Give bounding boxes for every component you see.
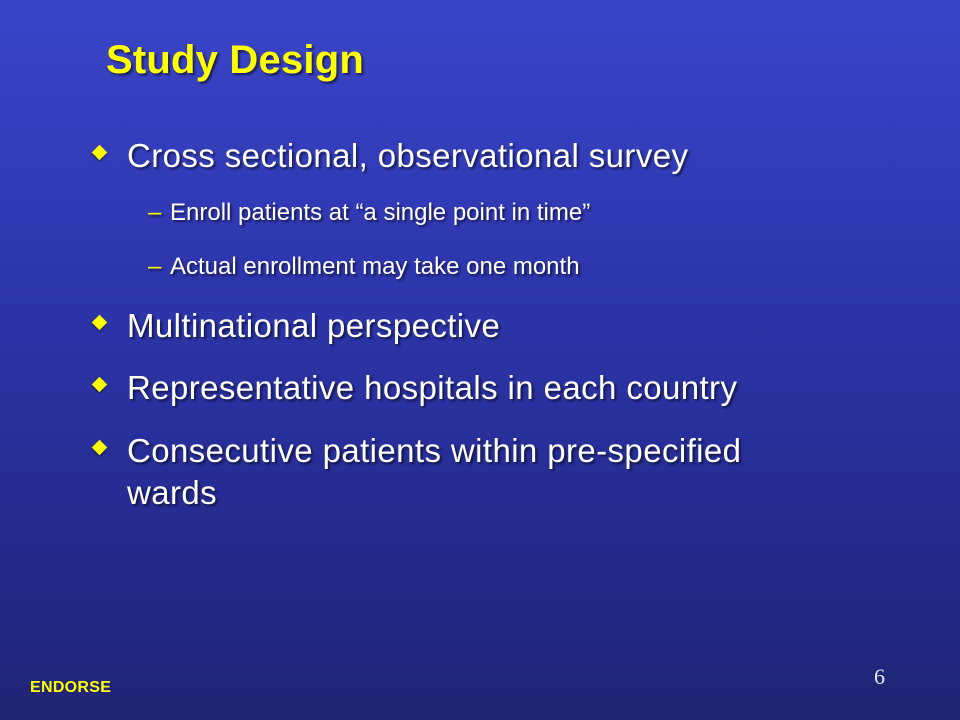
bullet-item	[90, 367, 827, 409]
page-number: 6	[874, 664, 885, 689]
bullet-item	[90, 430, 827, 514]
footer-brand: ENDORSE	[30, 679, 112, 696]
sub-bullet-text: Actual enrollment may take one month	[170, 253, 580, 280]
bullet-item	[90, 135, 827, 177]
bullet-text: Cross sectional, observational survey	[127, 137, 689, 174]
bullet-text: Multinational perspective	[127, 307, 501, 344]
diamond-bullet-icon	[92, 440, 108, 456]
bullet-text: Consecutive patients within pre-specified wards	[127, 432, 742, 511]
bullet-item	[90, 305, 827, 347]
dash-bullet-icon: –	[148, 199, 162, 226]
bullet-text: Representative hospitals in each country	[127, 369, 738, 406]
sub-bullet-text: Enroll patients at “a single point in time”	[170, 199, 591, 226]
dash-bullet-icon: –	[148, 253, 162, 280]
slide-title: Study Design	[106, 38, 364, 82]
diamond-bullet-icon	[92, 315, 108, 331]
sub-bullet-item	[148, 198, 590, 228]
diamond-bullet-icon	[92, 145, 108, 161]
diamond-bullet-icon	[92, 377, 108, 393]
sub-bullet-item	[148, 252, 580, 282]
